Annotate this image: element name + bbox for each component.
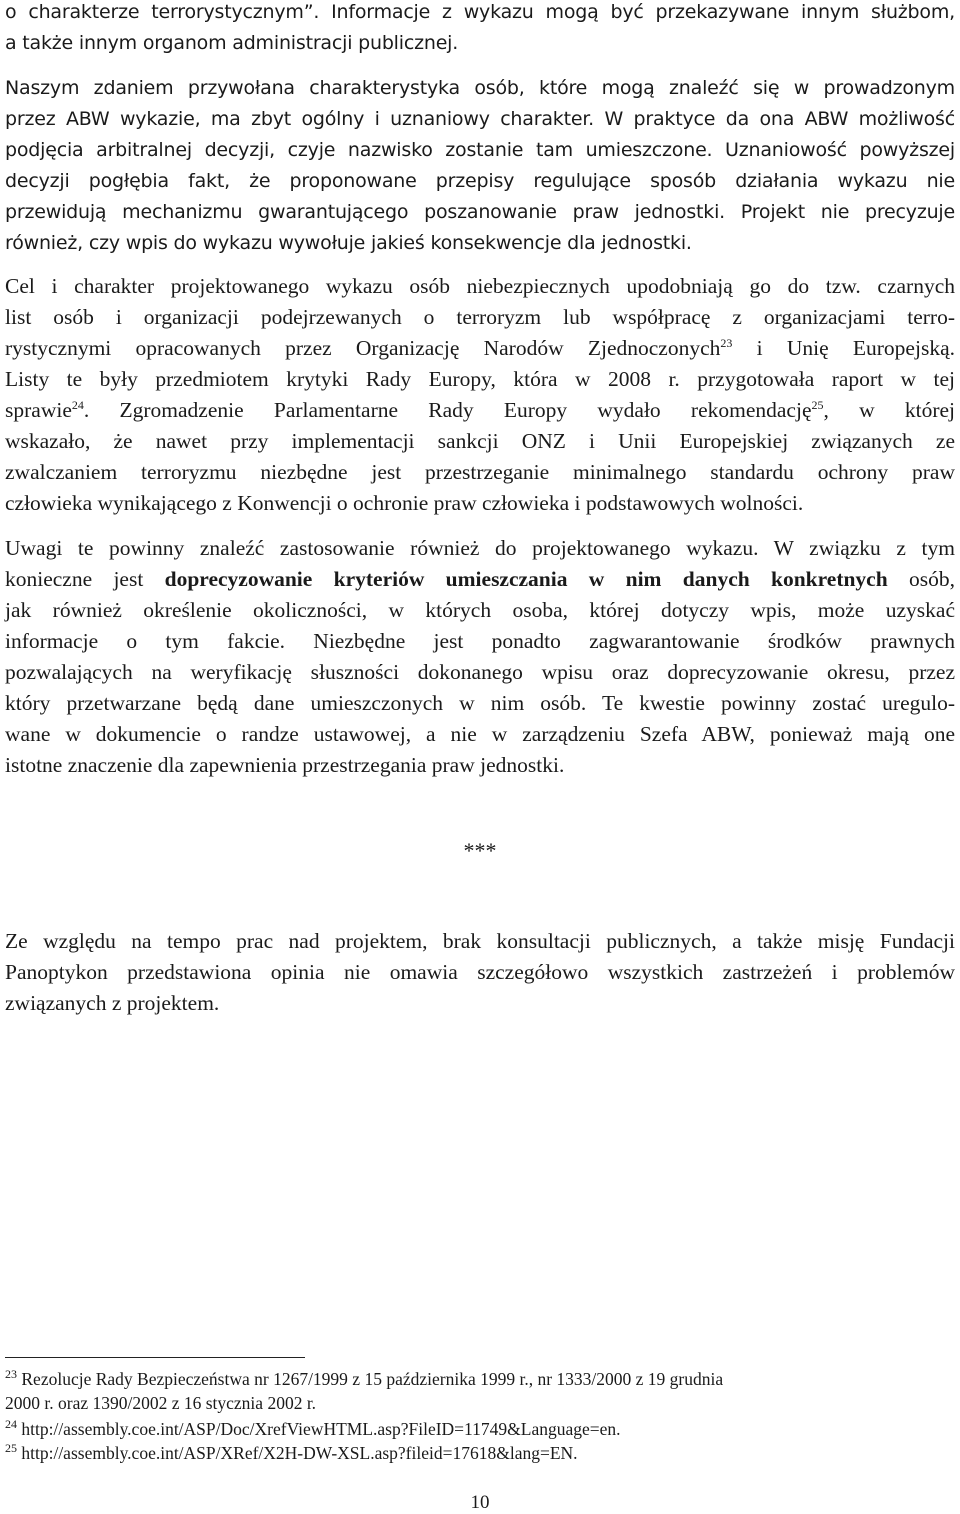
text-line: związanych z projektem. <box>5 991 220 1015</box>
text-line: podjęcia arbitralnej decyzji, czyje nazwisko zostanie tam umieszczone. Uznaniowość powyższej <box>5 139 955 161</box>
footnote-link[interactable]: http://assembly.coe.int/ASP/XRef/X2H-DW-XSL.asp?fileid=17618&lang=EN. <box>21 1443 578 1463</box>
text-line: zwalczaniem terroryzmu niezbędne jest przestrzeganie minimalnego standardu ochrony praw <box>5 460 955 484</box>
text-line: również, czy wpis do wykazu wywołuje jakieś konsekwencje dla jednostki. <box>5 232 692 254</box>
text-line: wskazało, że nawet przy implementacji sankcji ONZ i Unii Europejskiej związanych ze <box>5 429 955 453</box>
footnote-ref-23[interactable]: 23 <box>720 336 733 350</box>
footnote-number: 24 <box>5 1417 17 1431</box>
text-line: pozwalających na weryfikację słuszności dokonanego wpisu oraz doprecyzowanie okresu, przez <box>5 660 955 684</box>
footnote-24 <box>5 1417 950 1441</box>
paragraph-5 <box>5 926 955 1019</box>
text-line: człowieka wynikającego z Konwencji o ochronie praw człowieka i podstawowych wolności. <box>5 491 804 515</box>
paragraph-4 <box>5 533 955 781</box>
text-line: informacje o tym fakcie. Niezbędne jest ponadto zagwarantowanie środków prawnych <box>5 629 955 653</box>
page-number: 10 <box>470 1492 490 1513</box>
footnote-ref-25[interactable]: 25 <box>811 398 824 412</box>
text-line: o charakterze terrorystycznym”. Informacje z wykazu mogą być przekazywane innym służbom, <box>5 1 955 23</box>
section-separator: *** <box>463 838 497 863</box>
text-line: konieczne jest doprecyzowanie kryteriów umieszczania w nim danych konkretnych osób, <box>5 567 955 591</box>
text-line: przez ABW wykazie, ma zbyt ogólny i uznaniowy charakter. W praktyce da ona ABW możliwość <box>5 108 955 130</box>
text-line: list osób i organizacji podejrzewanych o terroryzm lub współpracę z organizacjami terro- <box>5 305 955 329</box>
text-line: decyzji pogłębia fakt, że proponowane przepisy regulujące sposób działania wykazu nie <box>5 170 955 192</box>
text-line: Listy te były przedmiotem krytyki Rady Europy, która w 2008 r. przygotowała raport w tej <box>5 367 955 391</box>
text-line: jak również określenie okoliczności, w których osoba, której dotyczy wpis, może uzyskać <box>5 598 955 622</box>
footnote-text: 2000 r. oraz 1390/2002 z 16 stycznia 2002 r. <box>5 1393 317 1413</box>
text-line: przewidują mechanizmu gwarantującego poszanowanie praw jednostki. Projekt nie precyzuje <box>5 201 955 223</box>
text-line: Cel i charakter projektowanego wykazu osób niebezpiecznych upodobniają go do tzw. czarnych <box>5 274 955 298</box>
footnote-number: 23 <box>5 1367 17 1381</box>
footnote-ref-24[interactable]: 24 <box>71 398 84 412</box>
paragraph-3 <box>5 271 955 519</box>
footnote-25 <box>5 1441 950 1465</box>
footnote-23 <box>5 1367 950 1415</box>
footnote-divider <box>5 1357 305 1358</box>
text-line: Uwagi te powinny znaleźć zastosowanie również do projektowanego wykazu. W związku z tym <box>5 536 955 560</box>
footnote-link[interactable]: http://assembly.coe.int/ASP/Doc/XrefViewHTML.asp?FileID=11749&Language=en. <box>21 1419 621 1439</box>
text-line: rystycznymi opracowanych przez Organizację Narodów Zjednoczonych$^{23}$ i Unię Europejską. <box>5 336 955 360</box>
emphasis-text: doprecyzowanie kryteriów umieszczania w nim danych konkretnych <box>164 567 888 591</box>
paragraph-1 <box>5 0 955 59</box>
text-line: Naszym zdaniem przywołana charakterystyka osób, które mogą znaleźć się w prowadzonym <box>5 77 955 99</box>
text-line: który przetwarzane będą dane umieszczonych w nim osób. Te kwestie powinny zostać uregulo- <box>5 691 955 715</box>
text-line: sprawie$^{24}$. Zgromadzenie Parlamentarne Rady Europy wydało rekomendację$^{25}$, w której <box>5 398 955 422</box>
text-line: istotne znaczenie dla zapewnienia przestrzegania praw jednostki. <box>5 753 565 777</box>
text-line: Panoptykon przedstawiona opinia nie omawia szczegółowo wszystkich zastrzeżeń i problemów <box>5 960 955 984</box>
text-line: a także innym organom administracji publicznej. <box>5 32 459 54</box>
footnote-number: 25 <box>5 1441 17 1455</box>
text-line: wane w dokumencie o randze ustawowej, a nie w zarządzeniu Szefa ABW, ponieważ mają one <box>5 722 955 746</box>
text-line: Ze względu na tempo prac nad projektem, brak konsultacji publicznych, a także misję Fundacji <box>5 929 955 953</box>
paragraph-2 <box>5 73 955 259</box>
footnote-text: Rezolucje Rady Bezpieczeństwa nr 1267/1999 z 15 października 1999 r., nr 1333/2000 z 19 grudnia <box>21 1369 724 1389</box>
